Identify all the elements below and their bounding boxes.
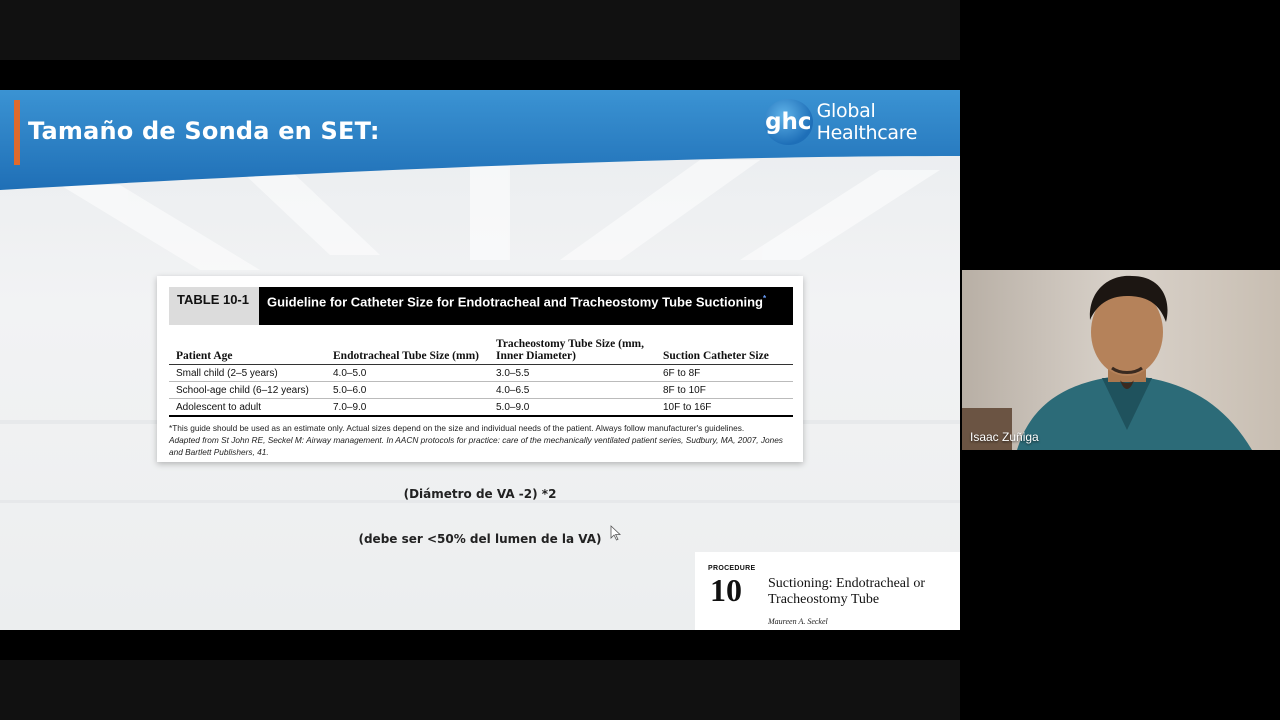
- cell-catheter: 6F to 8F: [663, 367, 701, 379]
- table-title-mark: *: [763, 294, 767, 303]
- shared-slide: [0, 90, 960, 630]
- slide-title: Tamaño de Sonda en SET:: [28, 117, 380, 145]
- table-header-row: [169, 332, 793, 365]
- cell-ett: 5.0–6.0: [333, 384, 367, 396]
- mouse-cursor-icon: [610, 525, 622, 541]
- meeting-top-bar: [0, 0, 960, 60]
- cell-ett: 7.0–9.0: [333, 401, 367, 413]
- procedure-label: PROCEDURE: [708, 565, 756, 572]
- procedure-title: Suctioning: Endotracheal or Tracheostomy Tube: [768, 576, 926, 607]
- col-header-catheter: Suction Catheter Size: [663, 350, 769, 362]
- col-header-age: Patient Age: [176, 350, 233, 362]
- formula-note: (Diámetro de VA -2) *2: [403, 487, 557, 501]
- footnote-text: *This guide should be used as an estimate only. Actual sizes depend on the size and individual needs of the patient. Always follow manufacturer's guidelines.: [169, 423, 745, 433]
- participant-name: Isaac Zuñiga: [970, 430, 1039, 444]
- participant-video-tile[interactable]: [962, 270, 1280, 450]
- cell-catheter: 8F to 10F: [663, 384, 706, 396]
- cell-catheter: 10F to 16F: [663, 401, 712, 413]
- procedure-author: Maureen A. Seckel: [768, 617, 828, 626]
- cell-trach: 3.0–5.5: [496, 367, 530, 379]
- procedure-number: 10: [710, 572, 742, 608]
- participant-video-feed: [962, 270, 1280, 450]
- cell-age: Small child (2–5 years): [176, 367, 278, 379]
- table-row: [169, 399, 793, 417]
- cell-ett: 4.0–5.0: [333, 367, 367, 379]
- table-row: [169, 365, 793, 382]
- table-number: TABLE 10-1: [169, 287, 259, 325]
- table-title: [259, 287, 793, 325]
- meeting-bottom-bar: [0, 660, 960, 720]
- constraint-note: (debe ser <50% del lumen de la VA): [358, 532, 602, 546]
- table-header: [169, 287, 793, 325]
- logo-mark: ghc: [764, 99, 813, 145]
- table-grid: [169, 332, 793, 417]
- catheter-size-table: [157, 276, 803, 462]
- cell-age: School-age child (6–12 years): [176, 384, 309, 396]
- cell-trach: 5.0–9.0: [496, 401, 530, 413]
- company-logo: [764, 96, 960, 148]
- logo-text: Global Healthcare: [816, 100, 918, 144]
- procedure-card: [695, 552, 960, 630]
- title-accent-bar: [14, 100, 20, 165]
- table-footnote: [169, 422, 793, 458]
- col-header-ett: Endotracheal Tube Size (mm): [333, 350, 479, 362]
- table-title-text: Guideline for Catheter Size for Endotracheal and Tracheostomy Tube Suctioning: [267, 294, 763, 310]
- footnote-source: Adapted from St John RE, Seckel M: Airway management. In AACN protocols for practice: care of the mechanically ventilated patient series, Sudbury, MA, 2007, Jones and Bartlett Publishers, 41.: [169, 435, 783, 457]
- table-row: [169, 382, 793, 399]
- col-header-trach: Tracheostomy Tube Size (mm, Inner Diameter): [496, 338, 645, 362]
- cell-age: Adolescent to adult: [176, 401, 262, 413]
- cell-trach: 4.0–6.5: [496, 384, 530, 396]
